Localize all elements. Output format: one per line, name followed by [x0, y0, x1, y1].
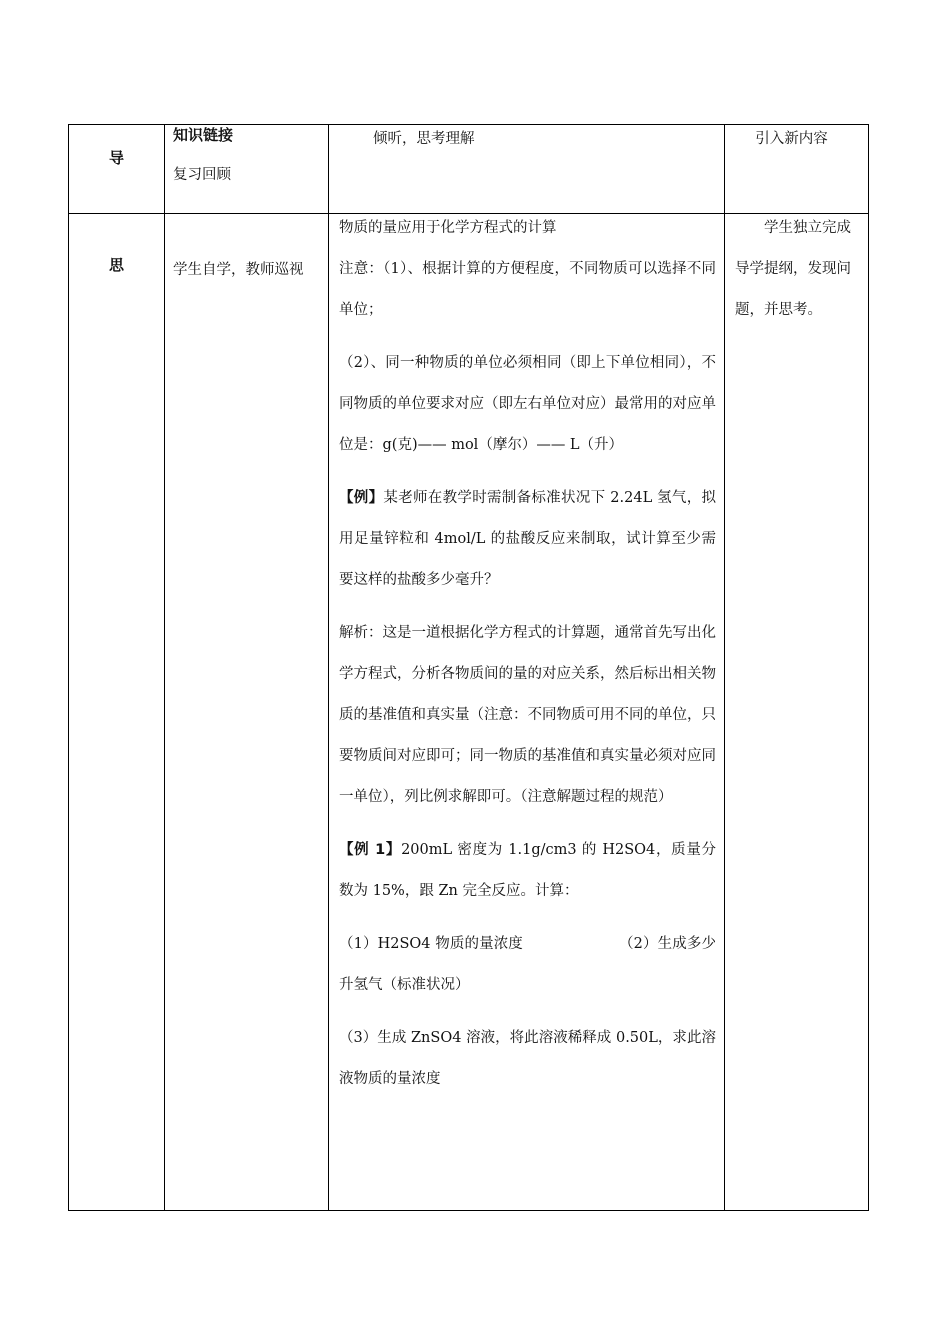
question-3: （3）生成 ZnSO4 溶液，将此溶液稀释成 0.50L，求此溶液物质的量浓度	[339, 1030, 716, 1087]
stage-label: 导	[108, 149, 124, 167]
note-1: 注意：（1）、根据计算的方便程度，不同物质可以选择不同单位；	[339, 261, 716, 318]
stage-label: 思	[108, 256, 124, 274]
purpose-text: 引入新内容	[755, 131, 828, 147]
activity-subtitle: 复习回顾	[173, 167, 231, 183]
content-cell	[329, 214, 725, 1211]
analysis: 解析：这是一道根据化学方程式的计算题，通常首先写出化学方程式，分析各物质间的量的对应关系，然后标出相关物质的基准值和真实量（注意：不同物质可用不同的单位，只要物质间对应即可；同一物质的基准值和真实量必须对应同一单位），列比例求解即可。（注意解题过程的规范）	[339, 625, 716, 805]
lesson-table	[68, 124, 869, 1211]
purpose-cell	[725, 214, 869, 1211]
purpose-text: 学生独立完成导学提纲，发现问题，并思考。	[735, 220, 851, 318]
purpose-cell	[725, 125, 869, 214]
activity-cell	[165, 214, 329, 1211]
content-heading: 物质的量应用于化学方程式的计算	[339, 220, 557, 236]
example1-paragraph	[339, 830, 716, 912]
content-text: 倾听，思考理解	[373, 131, 475, 147]
stage-cell	[69, 125, 165, 214]
note-2: （2）、同一种物质的单位必须相同（即上下单位相同），不同物质的单位要求对应（即左右单位对应）最常用的对应单位是：g(克)—— mol（摩尔）—— L（升）	[339, 355, 716, 453]
activity-title: 知识链接	[173, 126, 234, 144]
content-cell	[329, 125, 725, 214]
stage-cell	[69, 214, 165, 1211]
question-2: （2）生成多少升氢气（标准状况）	[339, 936, 716, 993]
example-paragraph	[339, 478, 716, 601]
activity-cell	[165, 125, 329, 214]
example1-tag: 【例 1】	[339, 842, 402, 858]
questions-1-2	[339, 924, 716, 1006]
table-row	[69, 125, 869, 214]
activity-text: 学生自学，教师巡视	[173, 262, 304, 278]
table-row	[69, 214, 869, 1211]
example-tag: 【例】	[339, 490, 384, 506]
example-text: 某老师在教学时需制备标准状况下 2.24L 氢气，拟用足量锌粒和 4mol/L 的盐酸反应来制取，试计算至少需要这样的盐酸多少毫升？	[339, 490, 717, 588]
example1-text: 200mL 密度为 1.1g/cm3 的 H2SO4，质量分数为 15%，跟 Zn 完全反应。计算：	[339, 842, 716, 899]
question-1: （1）H2SO4 物质的量浓度	[339, 936, 523, 952]
